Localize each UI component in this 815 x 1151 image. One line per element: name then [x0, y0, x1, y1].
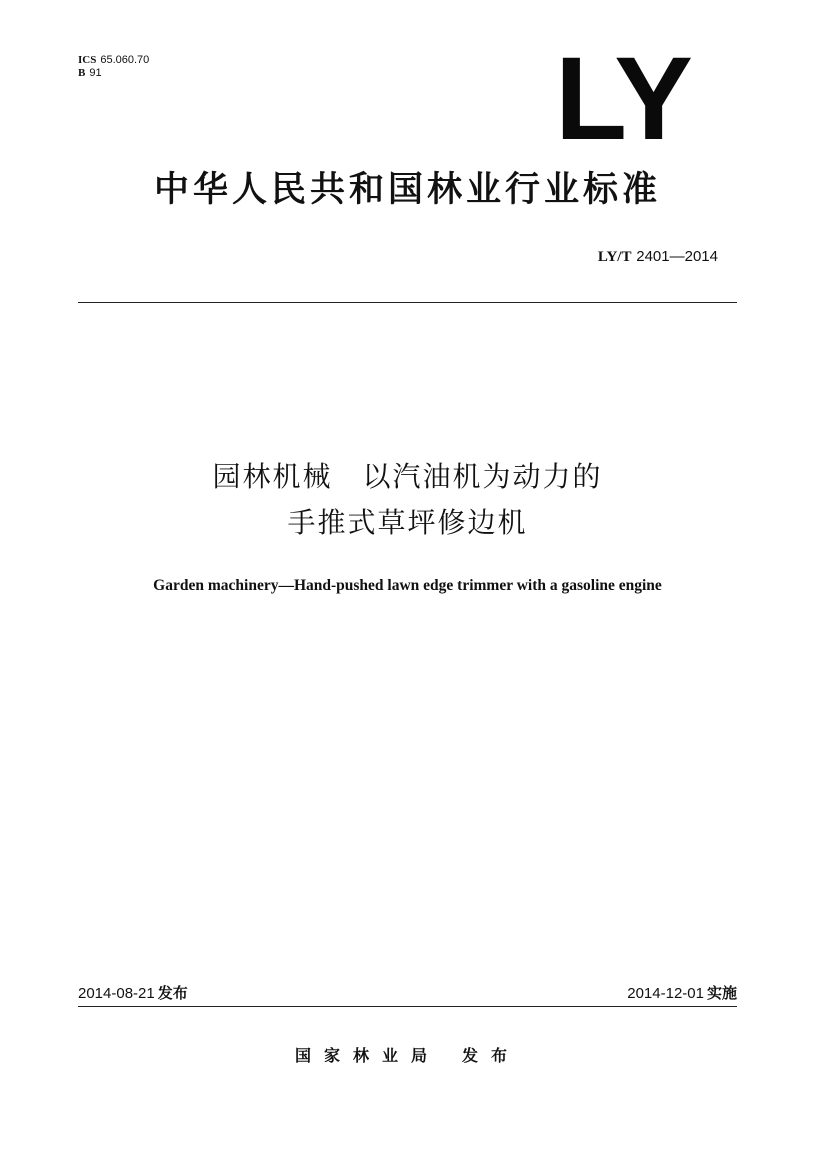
ccs-label: B	[78, 67, 86, 79]
ly-logo: LY	[555, 33, 691, 165]
document-title-cn-line1: 园林机械 以汽油机为动力的	[212, 460, 603, 493]
issue-date-word: 发布	[157, 984, 188, 1002]
publisher-action: 发布	[462, 1046, 521, 1065]
document-title-cn-line2: 手推式草坪修边机	[287, 506, 528, 539]
ics-row	[78, 54, 149, 67]
ics-code: 65.060.70	[100, 54, 150, 66]
ics-label: ICS	[78, 54, 97, 66]
publisher-organization: 国家林业局	[294, 1046, 440, 1065]
footer-divider	[78, 1006, 737, 1007]
issue-date	[78, 983, 188, 1004]
implementation-date-value: 2014-12-01	[627, 985, 704, 1002]
publisher	[0, 1045, 815, 1067]
standard-number	[598, 246, 718, 267]
classification-codes	[78, 54, 149, 80]
standard-code: LY/T	[597, 249, 632, 265]
ccs-row	[78, 67, 149, 80]
implementation-date-word: 实施	[706, 984, 737, 1002]
header-divider	[78, 302, 737, 303]
issue-date-value: 2014-08-21	[78, 985, 155, 1002]
standard-category-title: 中华人民共和国林业行业标准	[153, 170, 661, 210]
standard-number-year: 2401—2014	[636, 248, 718, 265]
implementation-date	[627, 983, 737, 1004]
ccs-code: 91	[89, 67, 102, 79]
document-title-en: Garden machinery—Hand-pushed lawn edge trimmer with a gasoline engine	[153, 577, 662, 594]
